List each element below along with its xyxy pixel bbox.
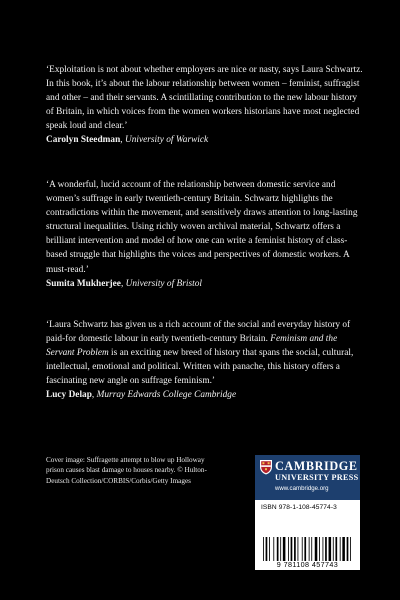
- endorsement-text: ‘Exploitation is not about whether employers are nice or nasty, says Laura Schwartz. In this book, it’s about the labour relationship between women – feminist, suffragist and other – and their servants. A scintillating contribution to the new labour history of Britain, in which voices from the women workers historians have most neglected speak loud and clear.’: [46, 65, 363, 132]
- endorsement-text-start: ‘Laura Schwartz has given us a rich account of the social and everyday history of paid-for domestic labour in early twentieth-century Britain.: [46, 320, 351, 345]
- endorser-name: Sumita Mukherjee: [46, 278, 121, 289]
- isbn-number: ISBN 978-1-108-45774-3: [261, 504, 337, 511]
- book-title-italic: Feminism and the Servant Problem: [46, 334, 338, 359]
- endorsement-text: ‘A wonderful, lucid account of the relationship between domestic service and women’s suffrage in early twentieth-century Britain. Schwartz highlights the contradictions within the movement, and sensitively draws attention to long-lasting structural inequalities. Using richly woven archival material, Schwartz offers a brilliant intervention and model of how one can write a feminist history of class-based struggle that highlights the voices and perspectives of domestic workers. A must-read.’: [46, 180, 358, 275]
- endorsement-text: [46, 318, 364, 388]
- endorsement-attribution: Lucy Delap, Murray Edwards College Cambridge: [46, 390, 237, 401]
- endorser-affiliation: University of Warwick: [124, 135, 209, 146]
- endorsement-steedman: [46, 63, 364, 148]
- cambridge-crest-icon: [259, 459, 273, 475]
- endorsement-mukherjee: [46, 178, 364, 291]
- barcode-icon: [261, 537, 354, 561]
- endorsement-text-end: is an exciting new breed of history that spans the social, cultural, intellectual, emotional and political. Written with panache, this history offers a fascinating new angle on suffrage feminism.’: [46, 348, 354, 387]
- cover-image-credit: Cover image: Suffragette attempt to blow up Holloway prison causes blast damage to houses nearby. © Hulton-Deutsch Collection/CORBIS/Corbis/Getty Images: [46, 456, 207, 485]
- endorsement-attribution: Sumita Mukherjee, University of Bristol: [46, 278, 202, 289]
- endorsement-attribution: Carolyn Steedman, University of Warwick: [46, 135, 209, 146]
- endorsement-delap: [46, 318, 364, 403]
- publisher-band: [255, 455, 360, 500]
- publisher-name: CAMBRIDGE: [275, 459, 358, 473]
- endorser-name: Carolyn Steedman: [46, 135, 121, 146]
- endorser-affiliation: University of Bristol: [125, 278, 202, 289]
- publisher-subname: UNIVERSITY PRESS: [275, 473, 359, 482]
- publisher-url: www.cambridge.org: [275, 485, 329, 492]
- publisher-logo-block: [255, 455, 360, 535]
- endorser-name: Lucy Delap: [46, 390, 92, 401]
- barcode-block: [255, 535, 360, 570]
- endorser-affiliation: Murray Edwards College Cambridge: [96, 390, 237, 401]
- barcode-digits: 9 781108 457743: [276, 560, 339, 569]
